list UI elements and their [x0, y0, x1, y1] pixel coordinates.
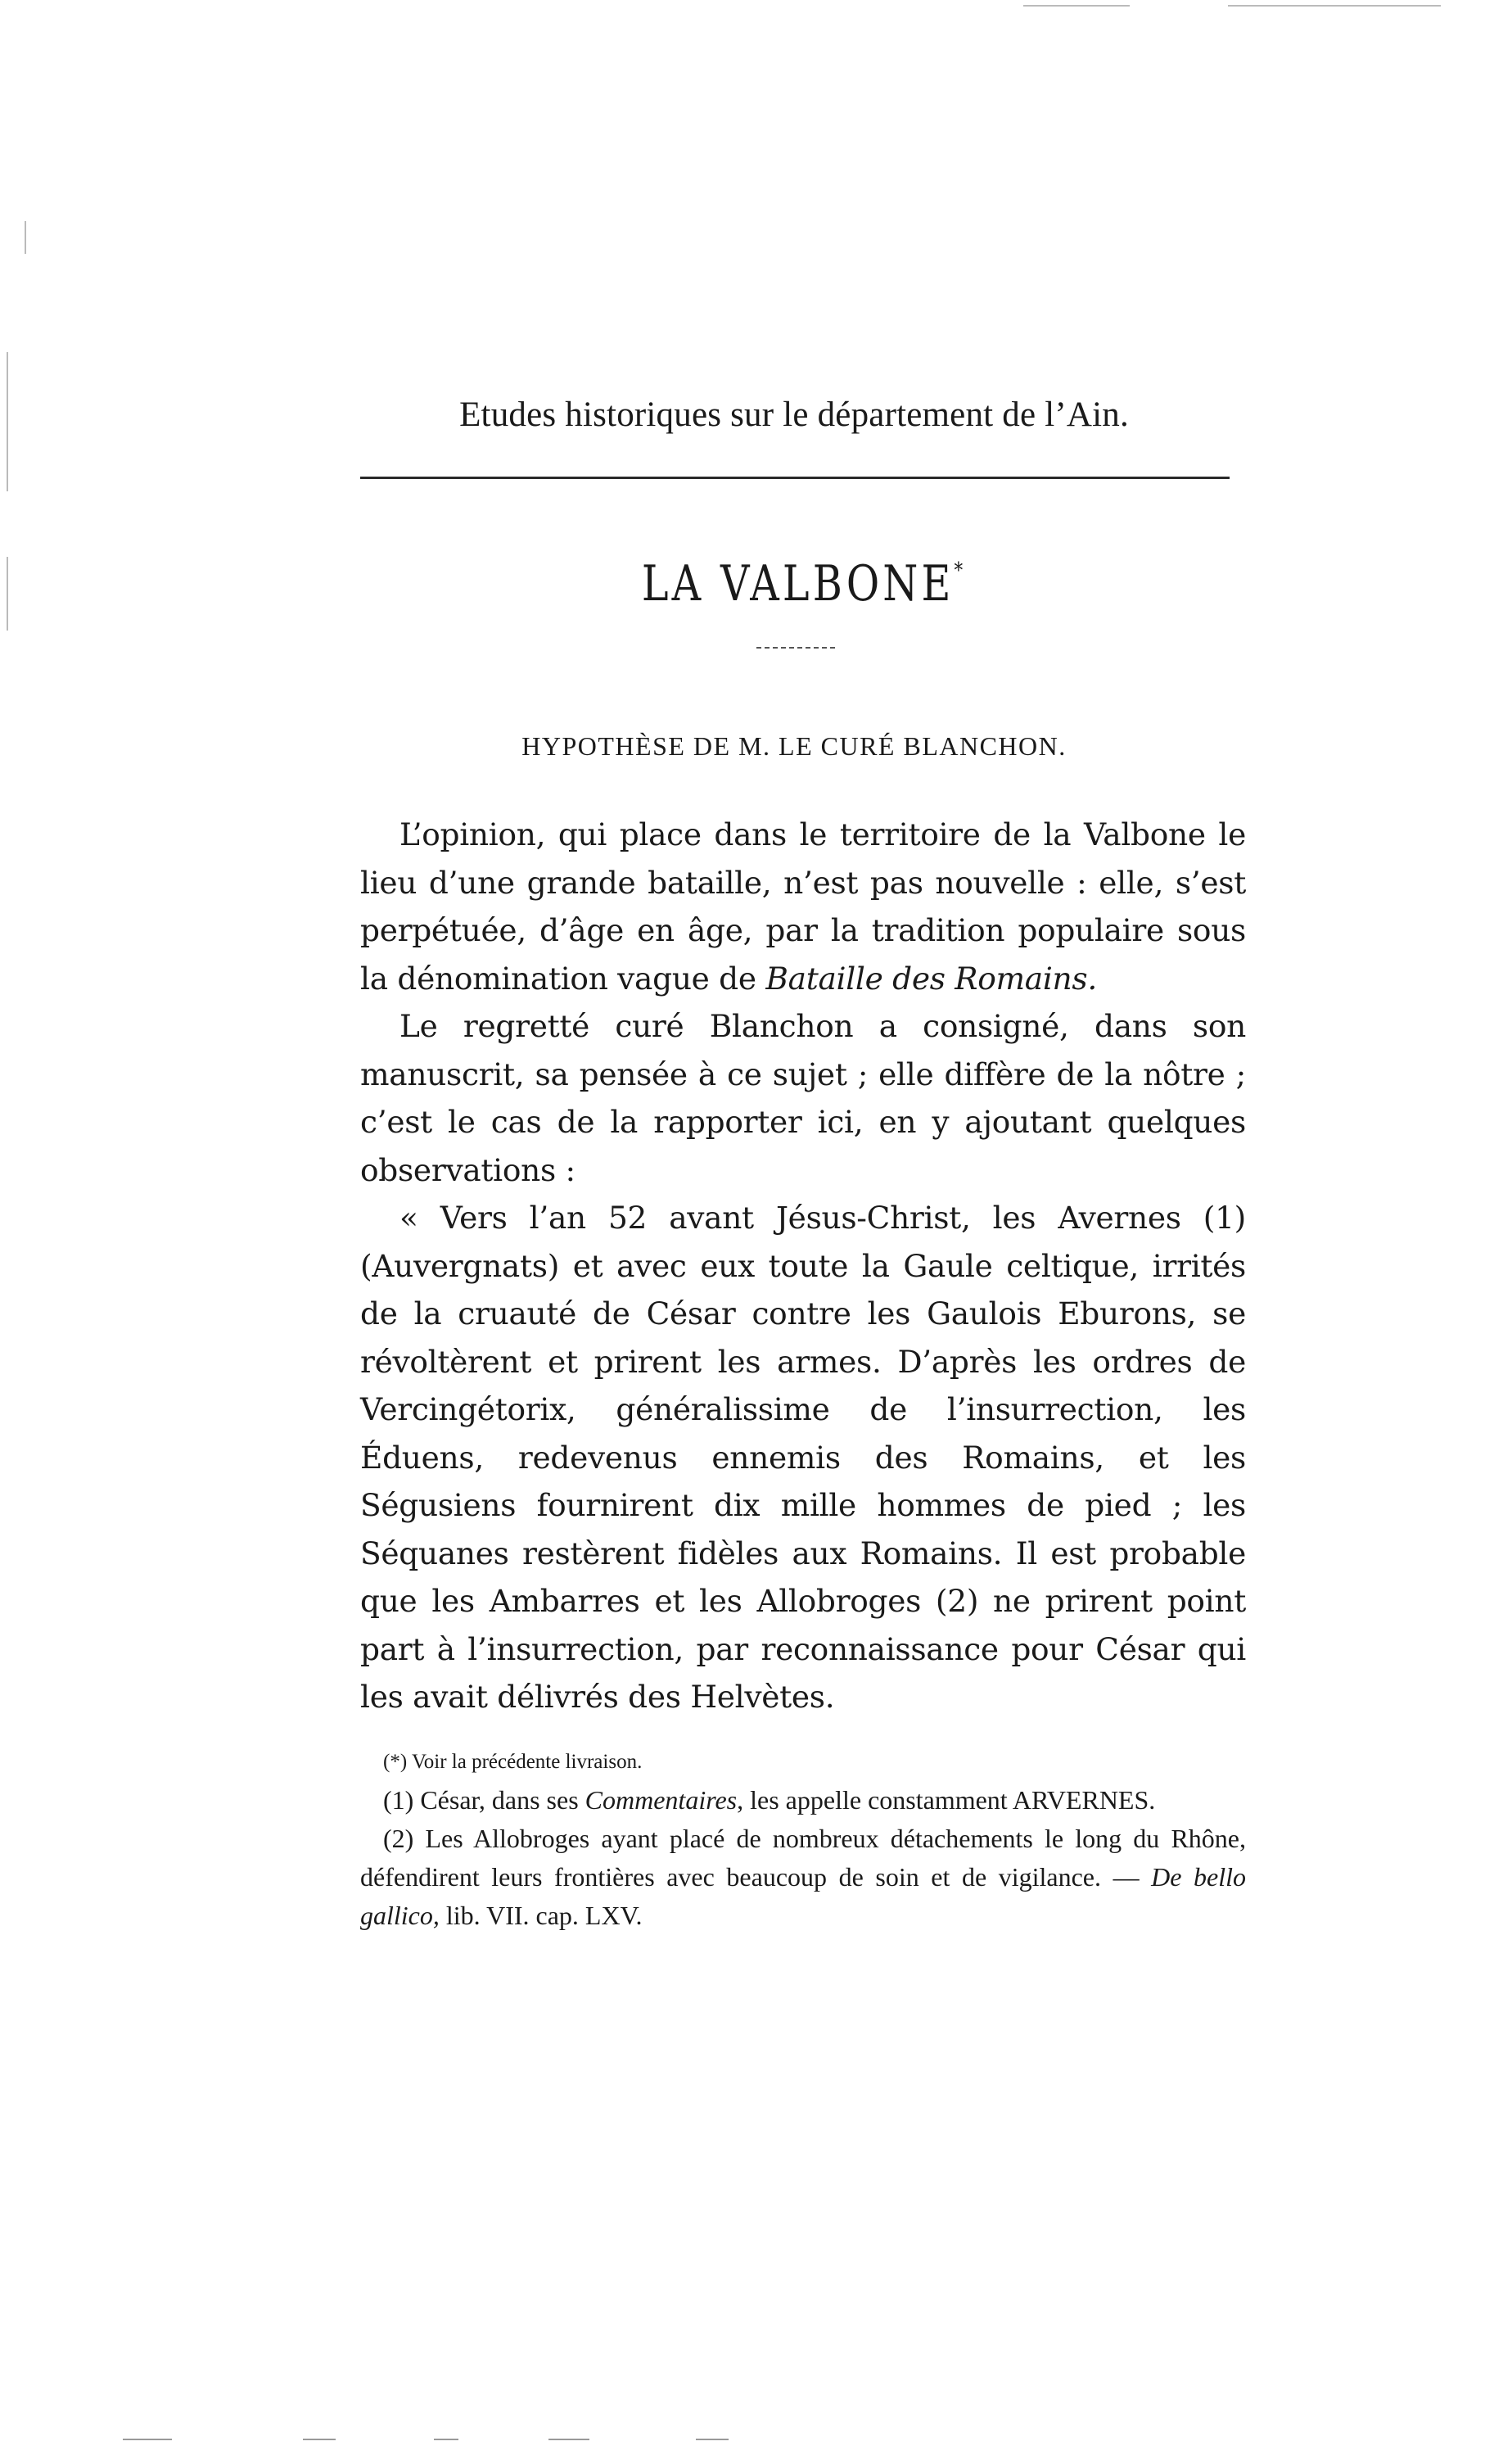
- footnote-2: [360, 1820, 1246, 1935]
- footnote-star: (*) Voir la précédente livraison.: [383, 1751, 643, 1773]
- scan-mark: [303, 2439, 336, 2440]
- paragraph: Le regretté curé Blanchon a consigné, dans son manuscrit, sa pensée à ce sujet ; elle diffère de la nôtre ; c’est le cas de la rapporter ici, en y ajoutant quelques observations :: [360, 1008, 1246, 1188]
- title-text: LA VALBONE: [641, 555, 955, 613]
- scan-edge-mark: [25, 221, 26, 254]
- scan-edge-mark: [1023, 5, 1130, 7]
- paragraph-italic-text: Bataille des Romains.: [765, 960, 1097, 997]
- scan-bottom-marks: [123, 2439, 1269, 2440]
- scan-mark: [434, 2439, 458, 2440]
- footnote-text: lib. VII. cap. LXV.: [439, 1901, 643, 1930]
- footnote-1: [360, 1781, 1246, 1820]
- footnote-text: (2) Les Allobroges ayant placé de nombreux détachements le long du Rhône, défendirent leurs frontières avec beaucoup de soin et de vigilance. —: [360, 1824, 1246, 1892]
- footnote-caps-text: ARVERNES.: [1012, 1785, 1156, 1815]
- footnote-text: , les appelle constamment: [737, 1785, 1013, 1815]
- section-subtitle: HYPOTHÈSE DE M. LE CURÉ BLANCHON.: [521, 731, 1067, 761]
- body-text: [360, 811, 1246, 1721]
- footnote-italic-text: Commentaires: [584, 1785, 738, 1815]
- scan-edge-mark: [7, 557, 8, 631]
- title-footnote-marker: *: [954, 558, 964, 583]
- title-ornament: [756, 647, 835, 650]
- paragraph: « Vers l’an 52 avant Jésus-Christ, les Avernes (1) (Auvergnats) et avec eux toute la Gaule celtique, irrités de la cruauté de César contre les Gaulois Eburons, se révoltèrent et prirent les armes. D’après les ordres de Vercingétorix, généralissime de l’insurrection, les Éduens, redevenus ennemis des Romains, et les Ségusiens fournirent dix mille hommes de pied ; les Séquanes restèrent fidèles aux Romains. Il est probable que les Ambarres et les Allobroges (2) ne prirent point part à l’insurrection, par reconnaissance pour César qui les avait délivrés des Helvètes.: [360, 1200, 1246, 1715]
- footnote-text: (1) César, dans ses: [383, 1785, 585, 1815]
- footnotes: [360, 1743, 1246, 1935]
- header-rule: [360, 477, 1230, 479]
- scan-edge-mark: [7, 352, 8, 491]
- scan-edge-mark: [1228, 5, 1441, 7]
- running-head: Etudes historiques sur le département de l’Ain.: [459, 396, 1129, 434]
- paragraph: [360, 811, 1246, 1002]
- scan-mark: [548, 2439, 589, 2440]
- paragraph-text: L’opinion, qui place dans le territoire de la Valbone le lieu d’une grande bataille, n’est pas nouvelle : elle, s’est perpétuée, d’âge en âge, par la tradition populaire sous la dénomination vague de: [360, 816, 1246, 997]
- scan-mark: [696, 2439, 729, 2440]
- scan-mark: [123, 2439, 172, 2440]
- page-title: [547, 555, 1057, 613]
- footnote-italic-text: De bello gallico,: [360, 1862, 1247, 1930]
